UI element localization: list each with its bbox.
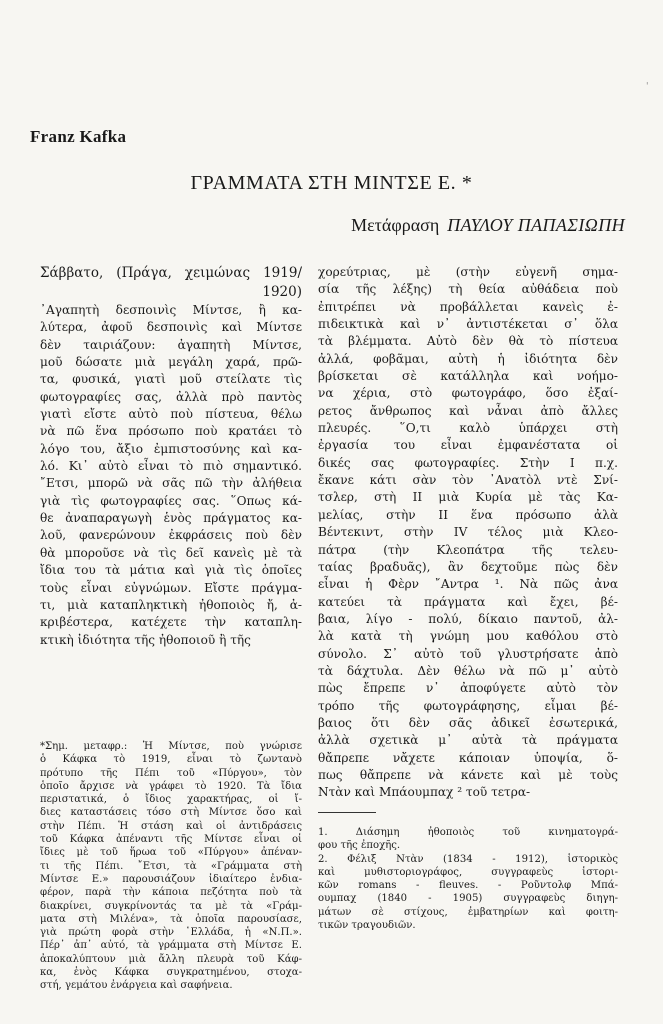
- text-line: Ντὰν καὶ Μπάουμπαχ ² τοῦ τετρα-: [318, 785, 531, 800]
- text-line: ἐπιτρέπει νὰ προβάλλεται κανεὶς ἐ-: [318, 299, 618, 314]
- text-line: τα, φυσικά, γιατὶ μοῦ στείλατε τὶς: [40, 372, 302, 387]
- author-name: Franz Kafka: [30, 127, 127, 146]
- text-line: τικῶν τραγουδιῶν.: [318, 920, 416, 932]
- text-line: 1. Διάσημη ἠθοποιὸς τοῦ κινηματογρά-: [318, 827, 618, 838]
- text-line: ρετος ἄνθρωπος καὶ νἆναι ἀπὸ ἄλλες: [318, 403, 618, 418]
- text-line: πως θἄπρεπε νὰ κάνετε καὶ μὲ τοὺς: [318, 767, 618, 782]
- text-line: γιὰ πρώτη φορὰ στὴν ῾Ελλάδα, ἡ «Ν.Π.».: [40, 927, 302, 939]
- text-line: καὶ μυθιστοριογράφος, συγγραφεὺς ἱστορι-: [318, 866, 618, 878]
- text-line: 2. Φέλιξ Ντὰν (1834 - 1912), ἱστορικὸς: [318, 853, 618, 865]
- text-line: 1920): [262, 284, 302, 300]
- text-line: κτικὴ ἰδιότητα τῆς ἠθοποιοῦ ἢ τῆς: [40, 632, 251, 647]
- text-line: πρότυπο τῆς Πέπι τοῦ «Πύργου», τὸν: [40, 767, 302, 779]
- text-line: λὰ κατὰ τὴ γνώμη μου καθόλου στὸ: [318, 629, 618, 644]
- text-line: μελίας, στὴν ΙΙ ἕνα πρόσωπο ἀλὰ: [318, 507, 618, 522]
- text-line: κατεύει τὰ πράγματα καὶ ἔχει, βέ-: [318, 594, 618, 609]
- text-line: ἐργασία του εἶναι ἐμφανέστατα οἱ: [318, 438, 618, 453]
- text-line: ἀποκαλύπτουν μιὰ ἄλλη πλευρὰ τοῦ Κάφ-: [40, 953, 302, 965]
- text-line: κῶν romans - fleuves. - Ροῦντολφ Μπά-: [318, 880, 618, 892]
- text-line: ἴδιες μὲ τοῦ ἥρωα τοῦ «Πύργου» ἀπέναν-: [40, 847, 302, 859]
- text-line: φέρον, παρὰ τὴν κάποια πεζότητα ποὺ τὰ: [40, 887, 302, 899]
- text-line: διακρίνει, συγκρίνοντάς τα μὲ τὰ «Γράμ-: [40, 900, 302, 912]
- text-line: σία τῆς λέξης) τὴ θεία αὐθάδεια ποὺ: [318, 282, 618, 297]
- text-line: στὴν Πέπι. Ἡ στάση καὶ οἱ ἀντιδράσεις: [40, 820, 302, 832]
- text-line: ὁποῖο ἄρχισε νὰ γράφει τὸ 1920. Τὰ ἴδια: [40, 780, 302, 792]
- text-line: δικές σας φωτογραφίες. Στὴν Ι π.χ.: [318, 455, 618, 470]
- text-line: θἄπρεπε νἄχετε κάποιαν ὑποψία, ὅ-: [318, 750, 618, 765]
- text-line: ῎Ετσι, μπορῶ νὰ σᾶς πῶ τὴν ἀλήθεια: [40, 476, 302, 491]
- text-line: ματα στὴ Μιλένα», τὰ ὁποῖα παρουσίασε,: [40, 913, 302, 925]
- text-line: θὰ μποροῦσε νὰ τὶς δεῖ κανεὶς μὲ τὰ: [40, 545, 302, 560]
- text-line: τὰ δάχτυλα. Δὲν θέλω νὰ πῶ μ᾿ αὐτὸ: [318, 663, 618, 678]
- text-line: μάτων σὲ στίχους, ἐμβατηρίων καὶ φοιτη-: [318, 906, 618, 918]
- text-line: ἔκανε κάτι σὰν τὸν ᾿Ανατὸλ ντὲ Σνί-: [318, 473, 618, 488]
- translation-label: Μετάφραση: [351, 215, 440, 235]
- text-line: νὰ πῶ ἕνα πρόσωπο ποὺ κρατάει τὸ: [40, 424, 302, 439]
- text-line: λόγο του, ἄξιο ἐμπιστοσύνης καὶ κα-: [40, 441, 302, 456]
- text-line: βαια, λίγο - πολύ, δίκαιο παντοῦ, ἀλ-: [318, 611, 618, 626]
- text-line: τι τῆς Πέπι. ῎Ετσι, τὰ «Γράμματα στὴ: [40, 860, 302, 872]
- text-line: τρόπο τῆς φωτογράφησης, εἶμαι βέ-: [318, 698, 618, 713]
- text-column-right: [318, 264, 618, 802]
- text-line: ὁ Κάφκα τὸ 1919, εἶναι τὸ ζωντανὸ: [40, 754, 302, 766]
- text-line: Βέντεκιντ, στὴν IV τέλος μιὰ Κλεο-: [318, 525, 618, 540]
- text-line: Σάββατο, (Πράγα, χειμώνας 1919/: [40, 265, 302, 281]
- text-line: ᾿Αγαπητὴ δεσποινὶς Μίντσε, ἢ κα-: [40, 303, 302, 317]
- text-line: βρίσκεται σὲ κατάλληλα καὶ νοήμο-: [318, 369, 618, 384]
- footnote-translator: [40, 740, 302, 993]
- text-line: πλευρές. ῞Ο,τι καλὸ ὑπάρχει στὴ: [318, 421, 618, 436]
- text-line: ἴδια του τὰ μάτια καὶ γιὰ τὶς ὁποῖες: [40, 563, 302, 578]
- text-line: μοῦ δώσατε μιὰ μεγάλη χαρά, πρῶ-: [40, 355, 302, 370]
- text-line: ἀλλά, φοβᾶμαι, αὐτὴ ἡ ἰδιότητα δὲν: [318, 351, 618, 366]
- translator-name: ΠΑΥΛΟΥ ΠΑΠΑΣΙΩΠΗ: [447, 215, 625, 235]
- translator-credit: [351, 215, 625, 236]
- text-line: στή, γεμάτου ἐνάργεια καὶ σαφήνεια.: [40, 980, 233, 992]
- page-title: ΓΡΑΜΜΑΤΑ ΣΤΗ ΜΙΝΤΣΕ Ε. *: [190, 172, 473, 194]
- footnote-divider: [318, 812, 376, 813]
- text-line: λοῦ, φανερώνουν ἐκφράσεις ποὺ δὲν: [40, 528, 302, 543]
- text-line: πάτρα (τὴν Κλεοπάτρα τῆς τελευ-: [318, 542, 618, 557]
- margin-mark: ': [646, 82, 649, 92]
- text-line: να χέρια, στὸ φωτογράφο, ὅσο ἐξαί-: [318, 386, 618, 401]
- text-line: γιὰ τὶς φωτογραφίες σας. ῞Οπως κά-: [40, 493, 302, 508]
- text-line: Μίντσε Ε.» παρουσιάζουν ἰδιαίτερο ἐνδια-: [40, 873, 302, 885]
- text-line: ταίας βραδυᾶς), ἂν δεχτοῦμε πὼς δὲν: [318, 559, 618, 574]
- text-line: λό. Κι᾿ αὐτὸ εἶναι τὸ πιὸ σημαντικό.: [40, 459, 302, 474]
- text-line: λύτερα, ἀφοῦ δεσποινὶς καὶ Μίντσε: [40, 320, 302, 335]
- text-line: ουμπαχ (1840 - 1905) συγγραφεὺς διηγη-: [318, 893, 618, 905]
- text-line: πὼς ἔπρεπε ν᾿ ἀποφύγετε αὐτὸ τὸν: [318, 681, 618, 696]
- text-line: τσλερ, στὴ ΙΙ μιὰ Κυρία μὲ τὰς Κα-: [318, 490, 618, 505]
- text-line: εἶναι ἡ Φὲρν ῎Αντρα ¹. Νὰ πῶς ἀνα: [318, 577, 618, 592]
- text-line: διες καταστάσεις τόσο στὴ Μίντσε ὅσο καὶ: [40, 807, 302, 819]
- text-line: φωτογραφίες σας, ἀλλὰ πρὸ παντὸς: [40, 389, 302, 404]
- text-line: φου τῆς ἐποχῆς.: [318, 840, 401, 852]
- text-column-left: [40, 264, 302, 649]
- text-line: ἀλλὰ σχετικὰ μ᾿ αὐτὰ τὰ πράγματα: [318, 733, 618, 748]
- text-line: δὲν ταιριάζουν: ἀγαπητὴ Μίντσε,: [40, 337, 302, 352]
- footnotes: [318, 826, 618, 932]
- text-line: κριβέστερα, κατέχετε τὴν καταπλη-: [40, 615, 302, 630]
- text-line: κα, ἑνὸς Κάφκα συγκρατημένου, στοχα-: [40, 967, 302, 979]
- text-line: τοῦ Κάφκα ἀπέναντι τῆς Μίντσε εἶναι οἱ: [40, 834, 302, 846]
- text-line: θε ἀναπαραγωγὴ ἑνὸς πράγματος κα-: [40, 511, 302, 526]
- text-line: τι, μιὰ καταπληκτικὴ ἠθοποιὸς ἤ, ἀ-: [40, 597, 302, 612]
- text-line: τοὺς εἶναι εὐγνώμων. Εἴστε πράγμα-: [40, 580, 302, 595]
- text-line: γιατὶ εἴστε αὐτὸ ποὺ πίστευα, θέλω: [40, 407, 302, 422]
- text-line: βαιος ὅτι δὲν σᾶς ἀδικεῖ ἐσωτερικά,: [318, 715, 618, 730]
- text-line: Πέρ᾿ ἀπ᾿ αὐτό, τὰ γράμματα στὴ Μίντσε Ε.: [40, 940, 302, 952]
- text-line: πιδεικτικὰ καὶ ν᾿ ἀντιστέκεται σ᾿ ὅλα: [318, 317, 618, 332]
- text-line: περιστατικά, ὁ ἴδιος χαρακτήρας, οἱ ἴ-: [40, 794, 302, 806]
- text-line: *Σημ. μεταφρ.: Ἡ Μίντσε, ποὺ γνώρισε: [40, 741, 302, 752]
- text-line: σύνολο. Σ᾿ αὐτὸ τοῦ γλυστρήσατε ἀπὸ: [318, 646, 618, 661]
- text-line: τὰ βλέμματα. Αὐτὸ δὲν θὰ τὸ πίστευα: [318, 334, 618, 349]
- text-line: χορεύτριας, μὲ (στὴν εὐγενῆ σημα-: [318, 265, 618, 279]
